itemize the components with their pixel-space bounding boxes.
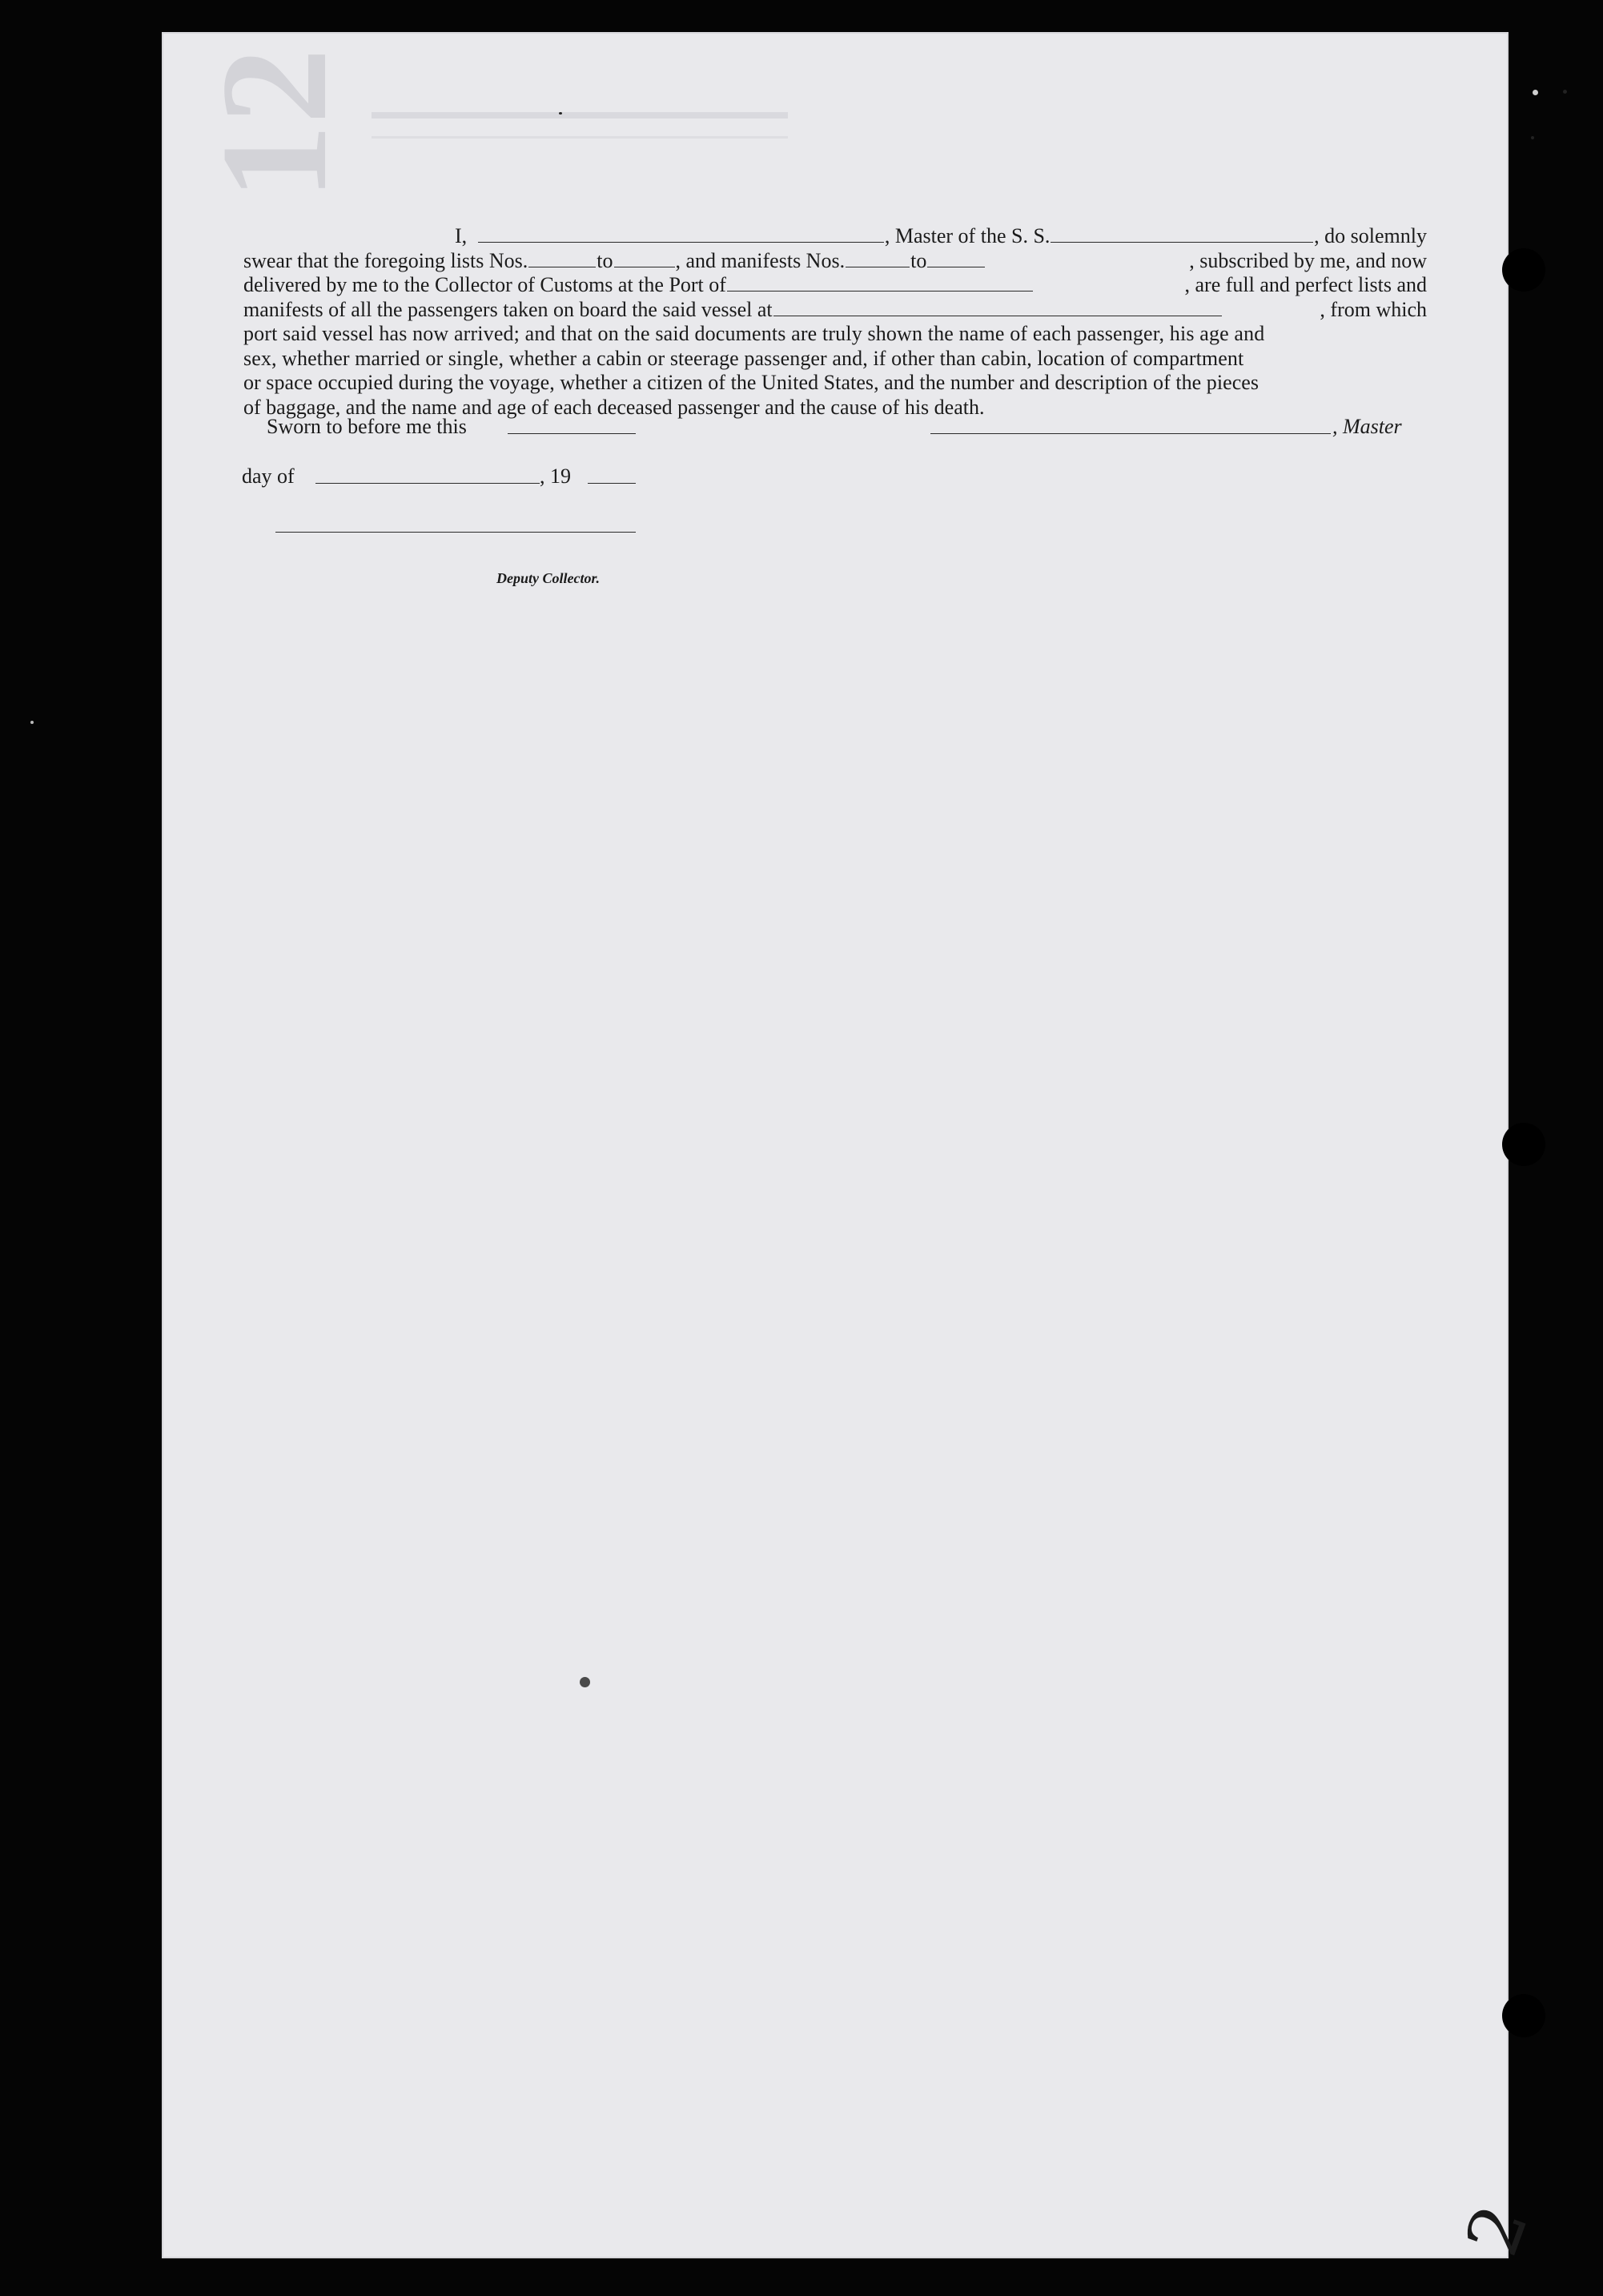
oath-text: manifests of all the passengers taken on board the said vessel at (243, 297, 773, 321)
port-blank (727, 275, 1033, 292)
oath-text: I, (455, 224, 468, 247)
sworn-label: Sworn to before me this (267, 415, 467, 438)
oath-text: of baggage, and the name and age of each deceased passenger and the cause of his death. (243, 395, 985, 419)
embark-port-blank (773, 300, 1222, 316)
manifest-nos-from-blank (846, 251, 910, 267)
oath-paragraph (243, 224, 1427, 420)
year-label: , 19 (540, 464, 571, 488)
document-page (162, 32, 1545, 2266)
ink-speck (559, 112, 562, 115)
oath-text: , are full and perfect lists and (1184, 273, 1427, 296)
master-name-blank (478, 226, 884, 243)
deputy-collector-label: Deputy Collector. (496, 570, 600, 586)
list-nos-from-blank (528, 251, 596, 267)
oath-line-3 (243, 273, 1427, 298)
punch-hole-bottom (1502, 1994, 1545, 2037)
oath-text: , do solemnly (1314, 224, 1427, 247)
frame-speck (1533, 90, 1538, 95)
oath-text: , and manifests Nos. (675, 248, 846, 272)
oath-line-6 (243, 347, 1427, 372)
ship-name-blank (1051, 226, 1313, 243)
ink-speck (580, 1677, 590, 1687)
bleed-through-number: 12 (191, 48, 359, 200)
handwritten-page-mark: 2 (1450, 2193, 1545, 2266)
punch-hole-top (1502, 248, 1545, 292)
bleed-through-heading (372, 112, 788, 139)
oath-text: to (597, 248, 613, 272)
ink-speck (1563, 90, 1567, 94)
oath-text: , subscribed by me, and now (1189, 248, 1427, 272)
oath-text: delivered by me to the Collector of Customs at the Port of (243, 273, 726, 296)
oath-text: , Master of the S. S. (884, 224, 1051, 247)
oath-line-4 (243, 298, 1427, 323)
manifest-nos-to-blank (927, 251, 985, 267)
oath-text: , from which (1320, 297, 1427, 321)
month-blank (315, 483, 540, 484)
year-blank (588, 483, 636, 484)
oath-line-2 (243, 249, 1427, 274)
ink-speck (1531, 136, 1534, 139)
oath-line-1 (243, 224, 1427, 249)
frame-speck (30, 721, 34, 724)
oath-text: or space occupied during the voyage, whether a citizen of the United States, and the number and description of the pieces (243, 371, 1260, 394)
master-label: , Master (1332, 415, 1402, 438)
master-signature-blank (930, 433, 1331, 434)
oath-text: port said vessel has now arrived; and that on the said documents are truly shown the name of each passenger, his age and (243, 322, 1265, 345)
sworn-day-blank (508, 433, 636, 434)
punch-hole-middle (1502, 1123, 1545, 1166)
oath-text: to (910, 248, 927, 272)
oath-text: sex, whether married or single, whether a cabin or steerage passenger and, if other than cabin, location of compartment (243, 346, 1244, 370)
deputy-signature-blank (275, 532, 636, 533)
day-of-label: day of (242, 464, 295, 488)
oath-text: swear that the foregoing lists Nos. (243, 248, 528, 272)
list-nos-to-blank (614, 251, 675, 267)
oath-line-5 (243, 322, 1427, 347)
oath-line-7 (243, 371, 1427, 396)
